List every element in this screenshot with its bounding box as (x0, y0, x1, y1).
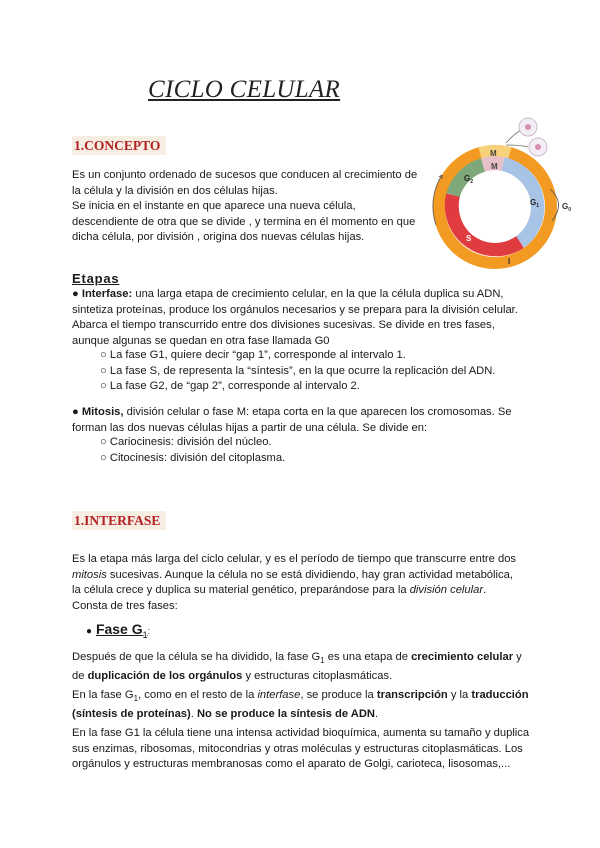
interfase-intro: Es la etapa más larga del ciclo celular, y es el período de tiempo que transcurre entre dos mitosis sucesivas. Aunque la célula no se está dividiendo, hay gran actividad metabólica, la célula crece y duplica su material genético, preparándose para la división celular. Consta de tres fases: (72, 553, 517, 612)
g1-paragraph-3: En la fase G1 la célula tiene una intensa actividad bioquímica, aumenta su tamaño y duplica sus enzimas, ribosomas, mitocondrias y otras moléculas y estructuras citoplasmáticas. Los orgánulos y estructuras membranosas como el aparato de Golgi, carioteca, lisosomas,... (72, 727, 530, 770)
etapas-heading: Etapas (72, 271, 120, 286)
mitosis-list (100, 435, 285, 466)
fase-g1-heading: ● Fase $G_1$: (86, 621, 151, 640)
concepto-line: Se inicia en el instante en que aparece una nueva célula, (72, 200, 356, 212)
g1-paragraph-1: Después de que la célula se ha dividido, la fase $G_1$ es una etapa de crecimiento celular y de duplicación de los orgánulos y estructuras citoplasmáticas. (72, 651, 522, 682)
concepto-line: la célula y la división en dos células hijas. (72, 184, 278, 197)
svg-text:S: S (466, 234, 472, 243)
daughter-cell-icon (519, 118, 537, 136)
g1-paragraph-2: En la fase $G_1$, como en el resto de la interfase, se produce la transcripción y la traducción (síntesis de proteínas). No se produce la síntesis de ADN. (72, 689, 529, 720)
svg-text:I: I (508, 257, 511, 266)
concepto-paragraph (72, 168, 417, 246)
concepto-line: descendiente de otra que se divide , y termina en él momento en que (72, 215, 416, 228)
section-heading-interfase: 1.INTERFASE (72, 511, 166, 530)
interfase-label: ● Interfase: (72, 288, 133, 300)
concepto-line: Es un conjunto ordenado de sucesos que conducen al crecimiento de (72, 169, 418, 181)
list-item: ○ Citocinesis: división del citoplasma. (100, 451, 286, 464)
page-title: CICLO CELULAR (148, 76, 341, 103)
list-item: ○ La fase G2, de “gap 2”, corresponde al intervalo 2. (100, 380, 360, 392)
list-item: ○ La fase S, de representa la “síntesis”, en la que ocurre la replicación del ADN. (100, 364, 496, 377)
svg-text:M: M (491, 162, 498, 171)
cell-cycle-diagram (420, 115, 570, 275)
concepto-line: dicha célula, por división , origina dos nuevas células hijas. (72, 231, 365, 243)
svg-text:G1: $G_1$ (530, 198, 540, 209)
svg-text:M: M (490, 149, 497, 158)
daughter-cell-icon (529, 138, 547, 156)
interfase-paragraph: ● Interfase: una larga etapa de crecimiento celular, en la que la célula duplica su ADN, sintetiza proteínas, produce los orgánulos necesarios y se prepara para la división celular. Abarca el tiempo transcurrido entre dos divisiones sucesivas. Se divide en tres fases, aunque algunas se quedan en otra fase llamada G0 (72, 288, 518, 347)
fases-list (100, 348, 495, 395)
svg-text:G0: $G_0$ (562, 202, 572, 213)
mitosis-paragraph: ● Mitosis, división celular o fase M: etapa corta en la que aparecen los cromosomas. Se forman las dos nuevas células hijas a partir de una célula. Se divide en: (72, 406, 512, 434)
list-item: ○ La fase G1, quiere decir “gap 1”, corresponde al intervalo 1. (100, 349, 406, 361)
mitosis-label: ● Mitosis, (72, 406, 124, 418)
svg-text:G2: $G_2$ (464, 174, 474, 185)
section-heading-concepto: 1.CONCEPTO (72, 136, 166, 155)
list-item: ○ Cariocinesis: división del núcleo. (100, 436, 272, 448)
